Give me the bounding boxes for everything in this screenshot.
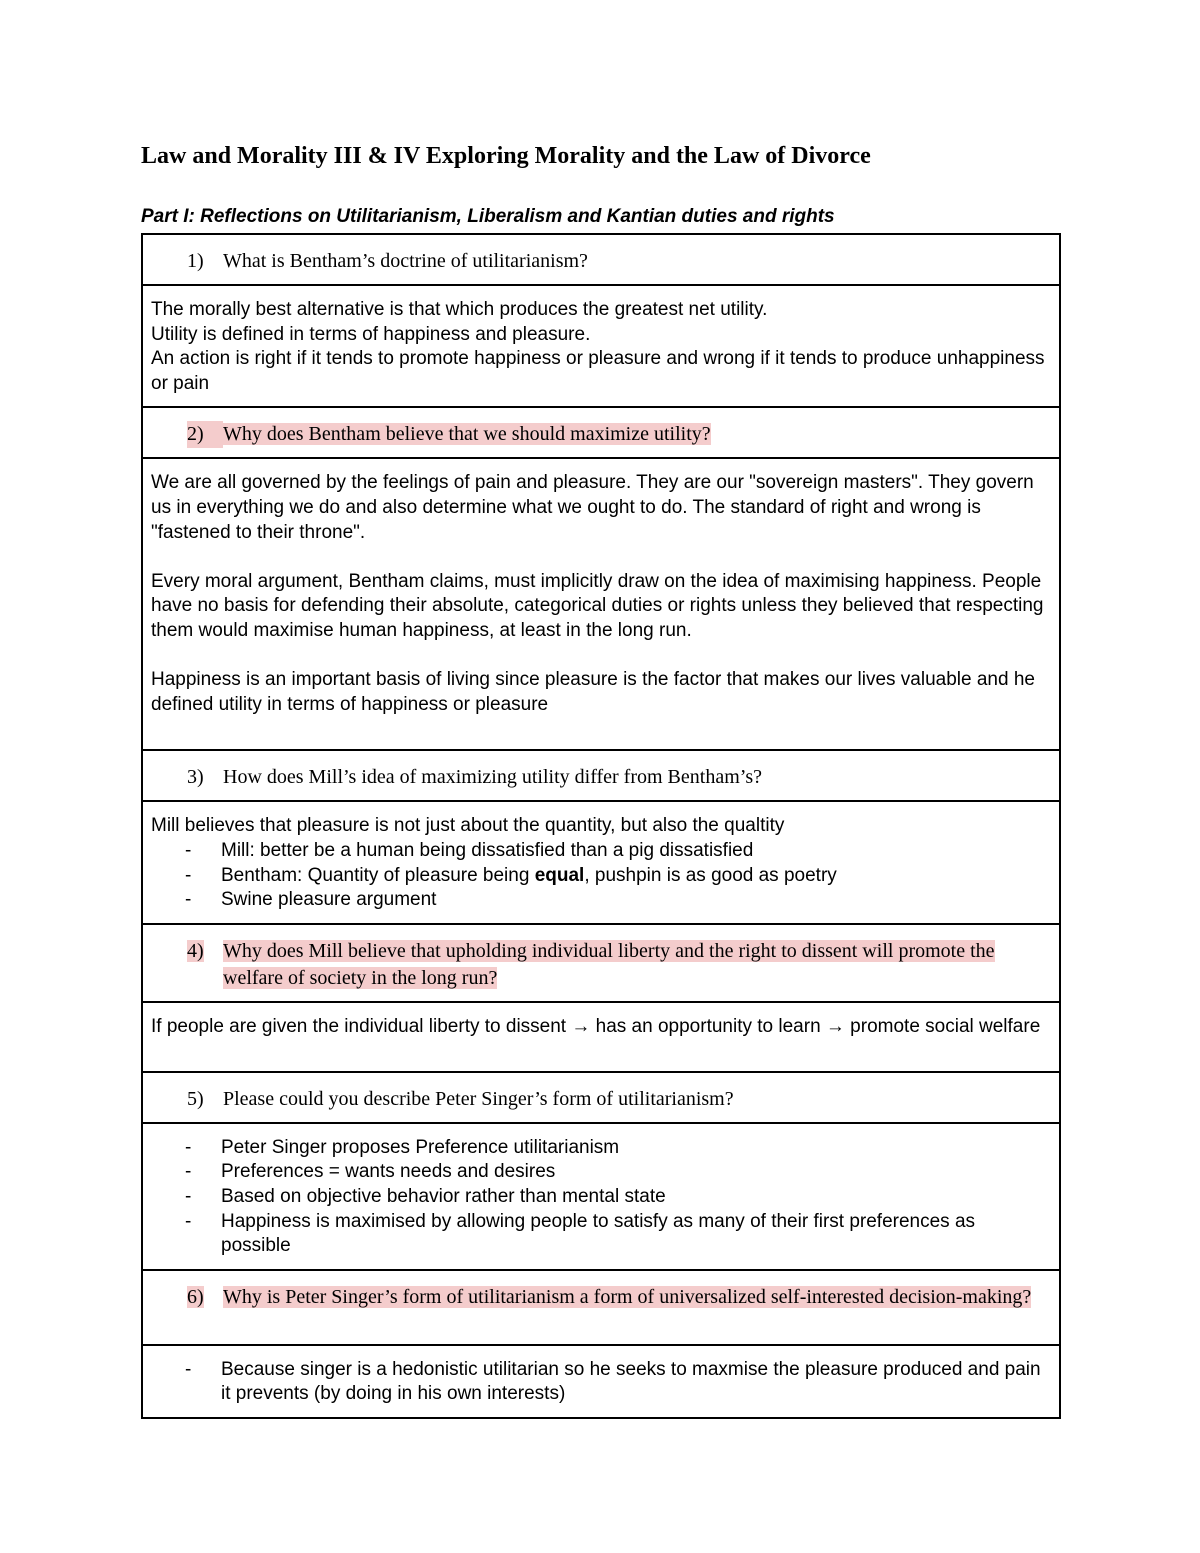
answer-paragraph: Happiness is an important basis of living since pleasure is the factor that makes our lives valuable and he defined utility in terms of happiness or pleasure [151,669,1035,715]
answer-bullet-list [151,839,1045,913]
list-item [151,1185,1045,1210]
answer-row [142,1123,1060,1270]
list-item [151,1358,1045,1407]
bullet-text-part: , pushpin is as good as poetry [584,864,837,886]
bullet-text: Happiness is maximised by allowing people to satisfy as many of their first preferences as possible [221,1210,976,1257]
list-item [151,1210,1045,1259]
list-item [151,864,1045,889]
question-text-highlighted: Why does Bentham believe that we should maximize utility? [223,423,711,446]
answer-intro: Mill believes that pleasure is not just about the quantity, but also the qualtity [151,815,785,837]
question-cell [142,1072,1060,1123]
question-cell [142,924,1060,1002]
question-number: 3) [187,766,204,789]
answer-cell [142,801,1060,923]
bullet-dash: - [185,1210,192,1232]
bullet-text: Peter Singer proposes Preference utilitarianism [221,1136,620,1158]
answer-cell [142,1123,1060,1270]
bullet-dash: - [185,1358,192,1380]
question-row [142,1270,1060,1345]
qa-table [141,233,1061,1419]
bullet-dash: - [185,889,192,911]
question-row [142,924,1060,1002]
bullet-text: Based on objective behavior rather than mental state [221,1185,666,1207]
answer-text: If people are given the individual liberty to dissent → has an opportunity to learn → promote social welfare [151,1015,1041,1037]
bullet-text: Preferences = wants needs and desires [221,1161,556,1183]
question-number: 5) [187,1087,204,1110]
answer-row [142,458,1060,750]
answer-row [142,285,1060,407]
bullet-text [221,864,1045,889]
bullet-dash: - [185,839,192,861]
question-cell [142,1270,1060,1345]
bullet-dash: - [185,1136,192,1158]
question-number: 2) [187,421,223,448]
question-text-highlighted: Why is Peter Singer’s form of utilitarianism a form of universalized self-interested decision-making? [223,1285,1032,1308]
bullet-dash: - [185,864,192,886]
answer-cell [142,1002,1060,1072]
question-number-wrap [187,938,223,992]
answer-row [142,801,1060,923]
bullet-text: Because singer is a hedonistic utilitarian so he seeks to maxmise the pleasure produced and pain it prevents (by doing in his own interests) [221,1358,1041,1405]
answer-cell [142,458,1060,750]
answer-line: An action is right if it tends to promote happiness or pleasure and wrong if it tends to produce unhappiness or pain [151,348,1045,394]
answer-paragraph: Every moral argument, Bentham claims, must implicitly draw on the idea of maximising happiness. People have no basis for defending their absolute, categorical duties or rights unless they believed that respecting them would maximise human happiness, at least in the long run. [151,570,1044,641]
answer-line: Utility is defined in terms of happiness and pleasure. [151,323,591,345]
answer-line: The morally best alternative is that which produces the greatest net utility. [151,299,768,320]
bullet-dash: - [185,1161,192,1183]
question-number: 1) [187,250,204,272]
question-cell [142,234,1060,285]
question-text-highlighted: Why does Mill believe that upholding individual liberty and the right to dissent will promote the welfare of society in the long run? [223,939,995,989]
question-row [142,750,1060,801]
question-cell [142,750,1060,801]
bullet-text: Mill: better be a human being dissatisfied than a pig dissatisfied [221,839,754,861]
list-item [151,839,1045,864]
answer-cell [142,1345,1060,1418]
answer-bullet-list [151,1358,1045,1407]
bullet-dash: - [185,1185,192,1207]
answer-row [142,1345,1060,1418]
list-item [151,1136,1045,1161]
question-cell [142,407,1060,458]
list-item [151,888,1045,913]
question-number: 6) [187,1285,204,1308]
question-number-wrap [187,1284,223,1311]
question-text: Please could you describe Peter Singer’s form of utilitarianism? [223,1087,734,1110]
question-row [142,234,1060,285]
bold-word: equal [534,864,585,886]
part-heading: Part I: Reflections on Utilitarianism, Liberalism and Kantian duties and rights [141,206,835,227]
answer-bullet-list [151,1136,1045,1259]
answer-cell [142,285,1060,407]
question-text: How does Mill’s idea of maximizing utility differ from Bentham’s? [223,766,762,789]
answer-row [142,1002,1060,1072]
document-title: Law and Morality III & IV Exploring Morality and the Law of Divorce [141,143,871,169]
bullet-text-part: Bentham: Quantity of pleasure being [221,864,535,886]
question-row [142,407,1060,458]
question-text: What is Bentham’s doctrine of utilitarianism? [223,250,588,272]
bullet-text: Swine pleasure argument [221,889,437,911]
answer-paragraph: We are all governed by the feelings of pain and pleasure. They are our "sovereign masters". They govern us in everything we do and also determine what we ought to do. The standard of right and wrong is "fastened to their throne". [151,472,1034,543]
list-item [151,1160,1045,1185]
question-row [142,1072,1060,1123]
question-number: 4) [187,939,204,962]
